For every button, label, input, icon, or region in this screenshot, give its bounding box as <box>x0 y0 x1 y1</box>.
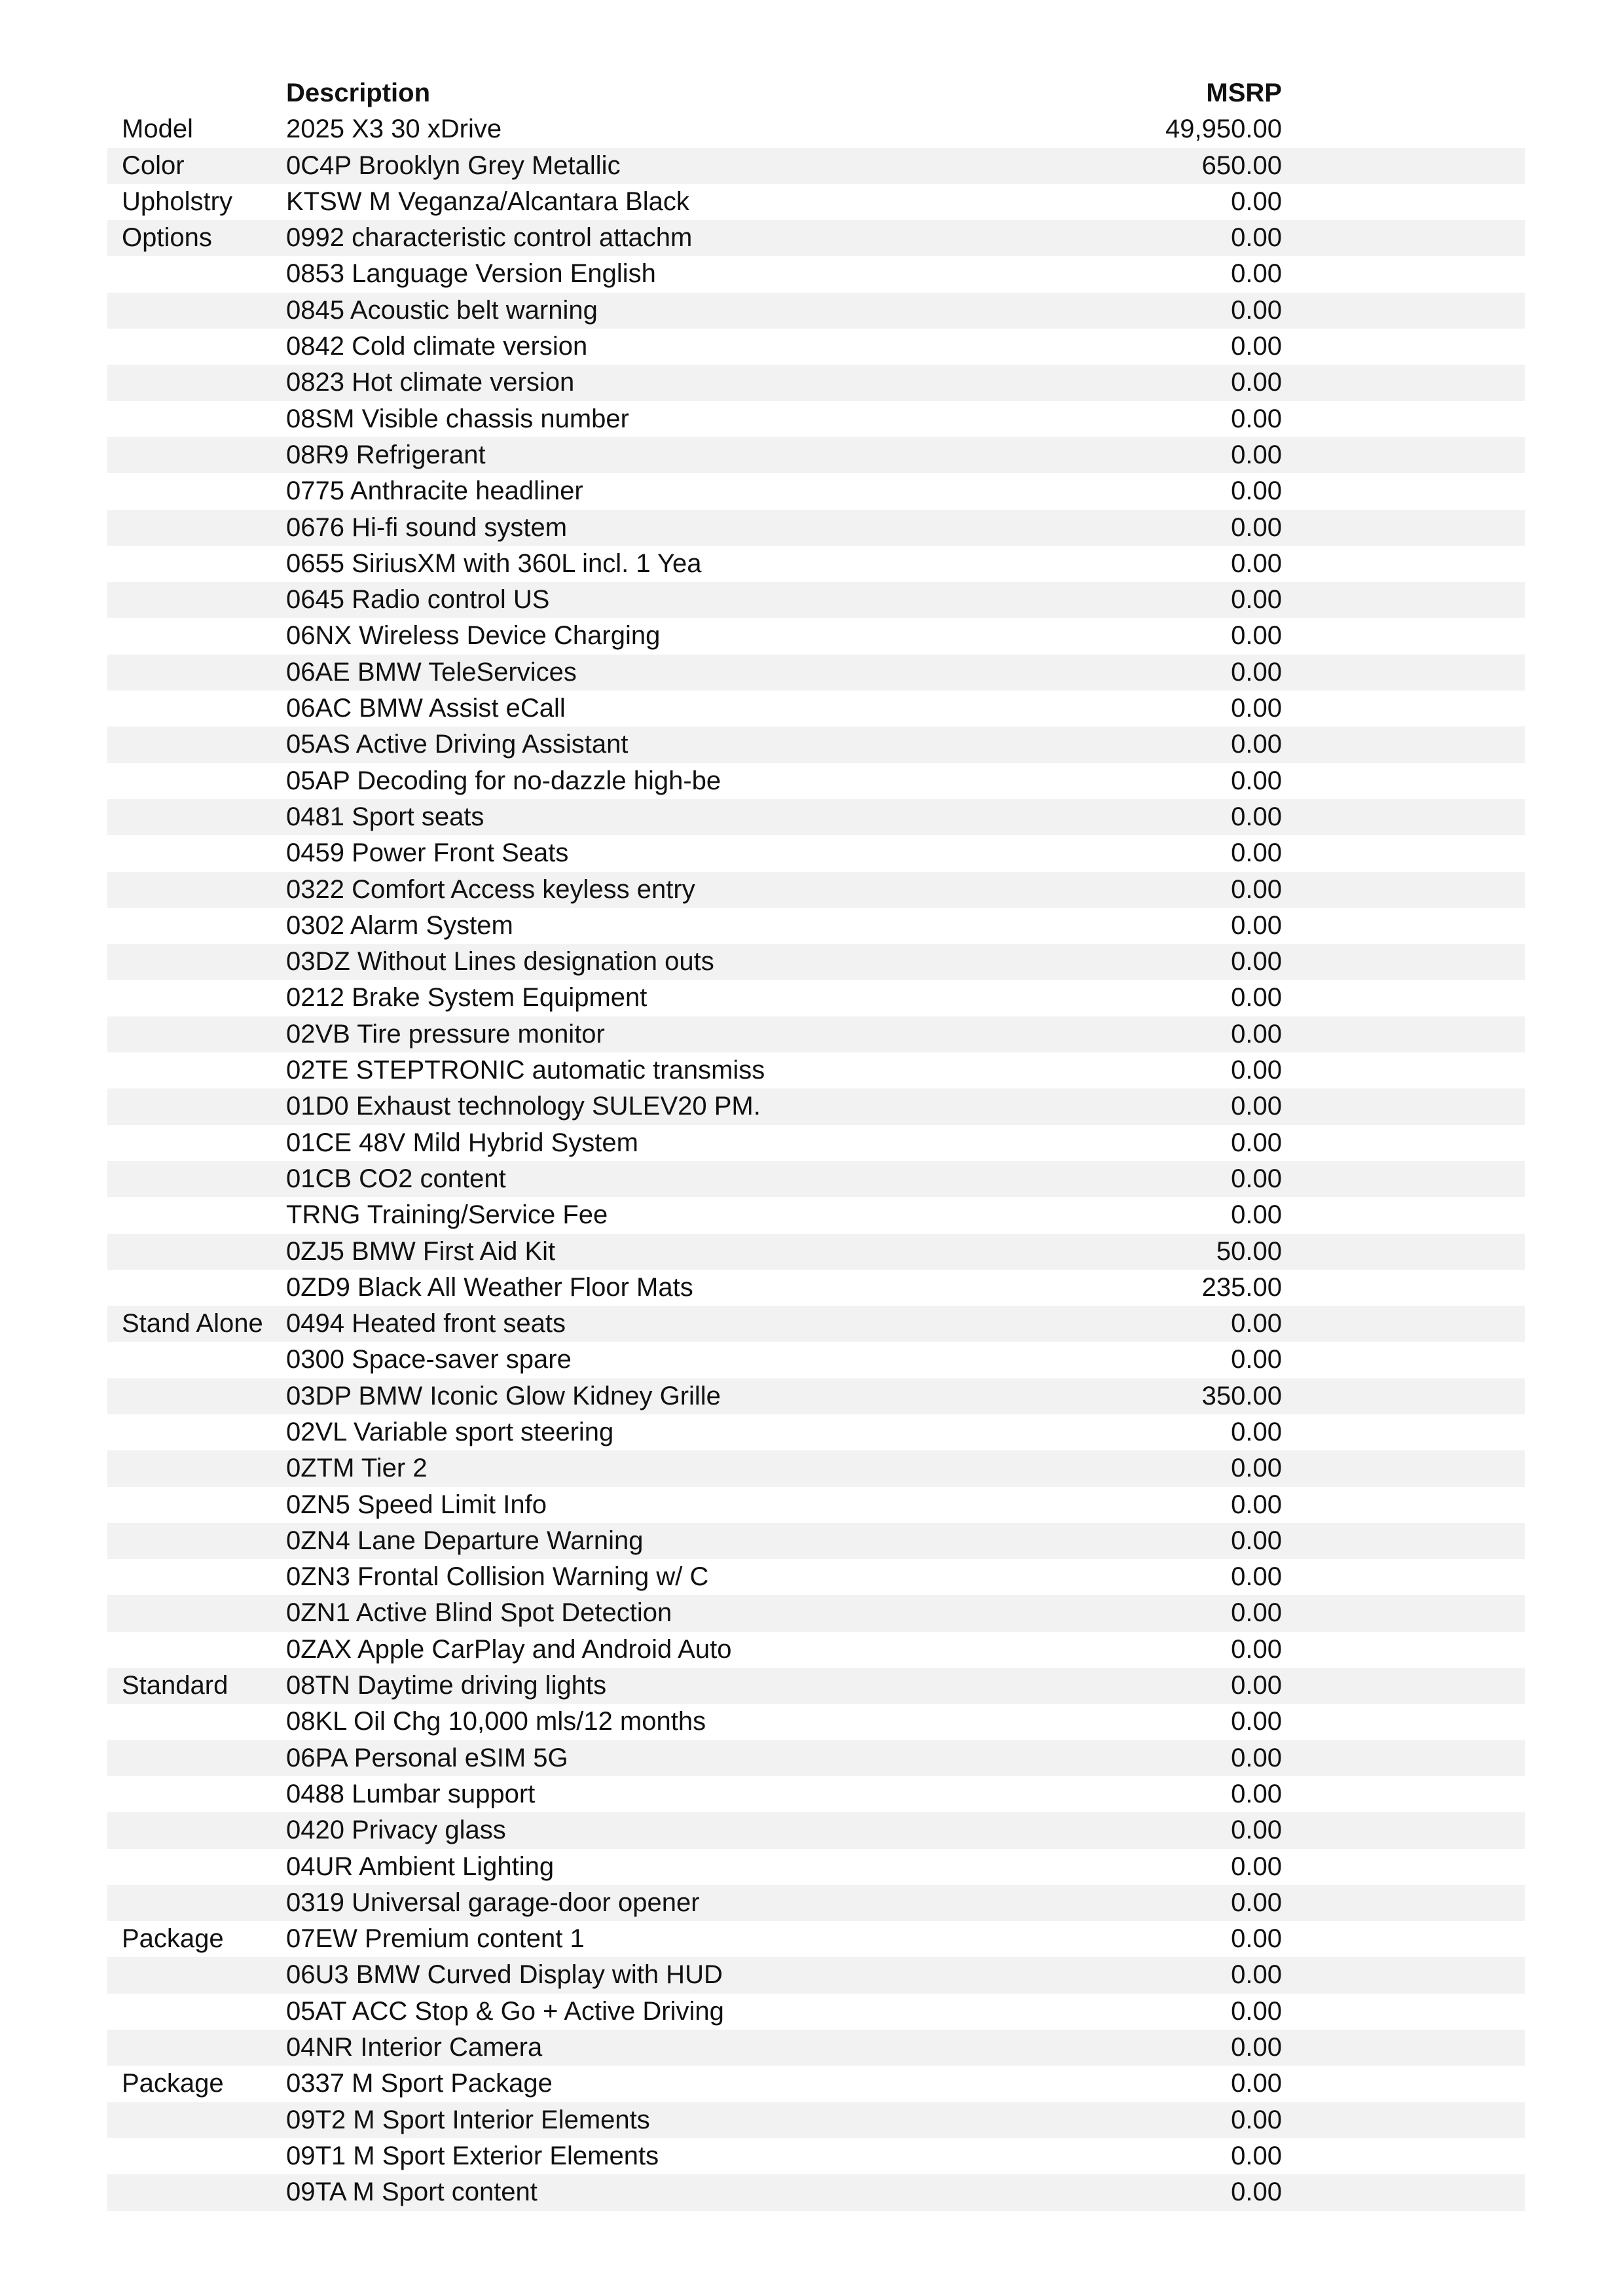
row-msrp: 0.00 <box>1231 1092 1282 1121</box>
row-msrp: 0.00 <box>1231 187 1282 216</box>
row-description: 05AS Active Driving Assistant <box>286 730 629 759</box>
row-description: 0ZTM Tier 2 <box>286 1454 428 1483</box>
row-description: 0322 Comfort Access keyless entry <box>286 874 695 904</box>
table-row <box>107 1342 1525 1378</box>
row-description: 0302 Alarm System <box>286 910 513 940</box>
row-msrp: 0.00 <box>1231 1634 1282 1664</box>
row-description: 0ZD9 Black All Weather Floor Mats <box>286 1272 693 1302</box>
table-row <box>107 1487 1525 1523</box>
table-row <box>107 2066 1525 2102</box>
table-row <box>107 1414 1525 1450</box>
row-msrp: 0.00 <box>1231 1743 1282 1772</box>
row-description: 06U3 BMW Curved Display with HUD <box>286 1960 723 1990</box>
row-msrp: 0.00 <box>1231 548 1282 578</box>
row-description: 0992 characteristic control attachm <box>286 223 693 253</box>
row-description: 05AT ACC Stop & Go + Active Driving <box>286 1996 724 2026</box>
row-description: 08SM Visible chassis number <box>286 404 629 433</box>
row-msrp: 0.00 <box>1231 2141 1282 2170</box>
row-description: 0494 Heated front seats <box>286 1309 566 1338</box>
table-row <box>107 510 1525 546</box>
table-row <box>107 329 1525 365</box>
row-description: 0823 Hot climate version <box>286 368 575 397</box>
row-description: 0775 Anthracite headliner <box>286 476 583 506</box>
row-description: 0319 Universal garage-door opener <box>286 1888 700 1917</box>
row-category: Package <box>122 1924 224 1954</box>
row-msrp: 0.00 <box>1231 983 1282 1013</box>
table-row <box>107 1740 1525 1776</box>
table-row <box>107 763 1525 799</box>
row-msrp: 0.00 <box>1231 259 1282 289</box>
row-category: Color <box>122 151 185 180</box>
table-row <box>107 2174 1525 2210</box>
row-msrp: 0.00 <box>1231 1345 1282 1374</box>
header-description: Description <box>286 79 431 107</box>
row-msrp: 0.00 <box>1231 2033 1282 2062</box>
table-row <box>107 401 1525 437</box>
table-row <box>107 1668 1525 1704</box>
table-row <box>107 1088 1525 1124</box>
row-msrp: 0.00 <box>1231 910 1282 940</box>
table-row <box>107 908 1525 944</box>
row-msrp: 0.00 <box>1231 1164 1282 1193</box>
table-row <box>107 473 1525 509</box>
row-msrp: 0.00 <box>1231 766 1282 795</box>
row-msrp: 350.00 <box>1201 1381 1282 1410</box>
row-msrp: 0.00 <box>1231 2178 1282 2207</box>
table-row <box>107 655 1525 691</box>
table-row <box>107 1234 1525 1270</box>
row-description: 0ZAX Apple CarPlay and Android Auto <box>286 1634 732 1664</box>
row-description: TRNG Training/Service Fee <box>286 1200 608 1230</box>
row-msrp: 0.00 <box>1231 838 1282 868</box>
row-description: 0459 Power Front Seats <box>286 838 569 868</box>
row-description: 03DP BMW Iconic Glow Kidney Grille <box>286 1381 721 1410</box>
row-category: Package <box>122 2069 224 2098</box>
row-description: 04UR Ambient Lighting <box>286 1852 555 1881</box>
row-msrp: 0.00 <box>1231 2105 1282 2134</box>
row-description: 09TA M Sport content <box>286 2178 538 2207</box>
table-row <box>107 835 1525 871</box>
row-description: 0655 SiriusXM with 360L incl. 1 Yea <box>286 548 702 578</box>
row-description: 06PA Personal eSIM 5G <box>286 1743 568 1772</box>
table-row <box>107 726 1525 762</box>
row-description: 0337 M Sport Package <box>286 2069 553 2098</box>
row-msrp: 0.00 <box>1231 2069 1282 2098</box>
row-msrp: 0.00 <box>1231 1490 1282 1519</box>
row-description: 2025 X3 30 xDrive <box>286 115 502 144</box>
table-row <box>107 618 1525 654</box>
table-row <box>107 148 1525 184</box>
table-row <box>107 365 1525 401</box>
row-msrp: 0.00 <box>1231 730 1282 759</box>
row-description: 06NX Wireless Device Charging <box>286 621 661 651</box>
row-msrp: 0.00 <box>1231 1960 1282 1990</box>
table-row <box>107 437 1525 473</box>
row-description: 02VB Tire pressure monitor <box>286 1019 605 1049</box>
table-row <box>107 1378 1525 1414</box>
table-row <box>107 546 1525 582</box>
table-row <box>107 1523 1525 1559</box>
table-row <box>107 293 1525 329</box>
row-description: KTSW M Veganza/Alcantara Black <box>286 187 689 216</box>
table-row <box>107 1306 1525 1342</box>
table-row <box>107 220 1525 256</box>
row-description: 0ZN3 Frontal Collision Warning w/ C <box>286 1562 709 1592</box>
table-row <box>107 691 1525 726</box>
table-row <box>107 1559 1525 1595</box>
header-msrp: MSRP <box>1206 79 1282 107</box>
row-description: 02VL Variable sport steering <box>286 1417 614 1446</box>
row-description: 0845 Acoustic belt warning <box>286 295 598 325</box>
row-description: 0C4P Brooklyn Grey Metallic <box>286 151 621 180</box>
table-row <box>107 799 1525 835</box>
row-msrp: 0.00 <box>1231 621 1282 651</box>
table-row <box>107 1595 1525 1631</box>
row-msrp: 0.00 <box>1231 1128 1282 1157</box>
row-msrp: 0.00 <box>1231 1924 1282 1954</box>
table-row <box>107 872 1525 908</box>
row-msrp: 0.00 <box>1231 947 1282 977</box>
row-description: 04NR Interior Camera <box>286 2033 543 2062</box>
row-description: 0488 Lumbar support <box>286 1779 536 1808</box>
row-description: 08KL Oil Chg 10,000 mls/12 months <box>286 1707 706 1736</box>
row-msrp: 0.00 <box>1231 1996 1282 2026</box>
row-msrp: 0.00 <box>1231 1779 1282 1808</box>
row-description: 02TE STEPTRONIC automatic transmiss <box>286 1056 765 1085</box>
row-msrp: 0.00 <box>1231 1671 1282 1700</box>
row-description: 01D0 Exhaust technology SULEV20 PM. <box>286 1092 761 1121</box>
row-msrp: 235.00 <box>1201 1272 1282 1302</box>
row-msrp: 0.00 <box>1231 874 1282 904</box>
row-msrp: 0.00 <box>1231 1816 1282 1845</box>
row-msrp: 0.00 <box>1231 368 1282 397</box>
row-msrp: 0.00 <box>1231 512 1282 542</box>
row-description: 05AP Decoding for no-dazzle high-be <box>286 766 721 795</box>
row-msrp: 0.00 <box>1231 404 1282 433</box>
table-row <box>107 1632 1525 1668</box>
row-description: 03DZ Without Lines designation outs <box>286 947 714 977</box>
row-msrp: 650.00 <box>1201 151 1282 180</box>
table-row <box>107 2138 1525 2174</box>
row-msrp: 0.00 <box>1231 1888 1282 1917</box>
row-msrp: 0.00 <box>1231 1852 1282 1881</box>
table-row <box>107 2030 1525 2066</box>
row-description: 07EW Premium content 1 <box>286 1924 585 1954</box>
row-msrp: 0.00 <box>1231 332 1282 361</box>
table-body <box>107 111 1525 2210</box>
table-row <box>107 1704 1525 1740</box>
row-msrp: 0.00 <box>1231 1562 1282 1592</box>
row-msrp: 0.00 <box>1231 223 1282 253</box>
row-description: 01CE 48V Mild Hybrid System <box>286 1128 638 1157</box>
row-category: Standard <box>122 1671 228 1700</box>
row-msrp: 50.00 <box>1216 1236 1282 1266</box>
row-msrp: 0.00 <box>1231 1200 1282 1230</box>
table-row <box>107 980 1525 1016</box>
table-row <box>107 111 1525 147</box>
row-description: 0ZJ5 BMW First Aid Kit <box>286 1236 556 1266</box>
row-msrp: 0.00 <box>1231 1019 1282 1049</box>
row-description: 09T1 M Sport Exterior Elements <box>286 2141 659 2170</box>
table-row <box>107 184 1525 220</box>
table-row <box>107 1849 1525 1885</box>
row-description: 08R9 Refrigerant <box>286 440 486 469</box>
row-msrp: 0.00 <box>1231 585 1282 615</box>
table-header-row <box>107 75 1525 111</box>
row-description: 09T2 M Sport Interior Elements <box>286 2105 650 2134</box>
row-msrp: 0.00 <box>1231 1454 1282 1483</box>
row-description: 01CB CO2 content <box>286 1164 506 1193</box>
table-row <box>107 1957 1525 1993</box>
row-description: 0842 Cold climate version <box>286 332 588 361</box>
table-row <box>107 1125 1525 1161</box>
row-description: 0300 Space-saver spare <box>286 1345 572 1374</box>
table-row <box>107 256 1525 292</box>
row-description: 0676 Hi-fi sound system <box>286 512 568 542</box>
row-description: 0420 Privacy glass <box>286 1816 506 1845</box>
row-msrp: 0.00 <box>1231 476 1282 506</box>
row-description: 08TN Daytime driving lights <box>286 1671 607 1700</box>
row-description: 06AC BMW Assist eCall <box>286 694 566 723</box>
row-msrp: 0.00 <box>1231 1707 1282 1736</box>
row-description: 0645 Radio control US <box>286 585 550 615</box>
row-category: Upholstry <box>122 187 232 216</box>
table-row <box>107 1161 1525 1197</box>
row-category: Stand Alone <box>122 1309 263 1338</box>
row-category: Model <box>122 115 193 144</box>
row-msrp: 0.00 <box>1231 802 1282 831</box>
row-description: 0ZN4 Lane Departure Warning <box>286 1526 644 1555</box>
table-row <box>107 1994 1525 2030</box>
row-msrp: 0.00 <box>1231 440 1282 469</box>
price-sheet-table <box>107 75 1525 2211</box>
table-row <box>107 1921 1525 1957</box>
table-row <box>107 2102 1525 2138</box>
row-description: 06AE BMW TeleServices <box>286 657 577 687</box>
row-description: 0ZN5 Speed Limit Info <box>286 1490 547 1519</box>
row-description: 0481 Sport seats <box>286 802 484 831</box>
table-row <box>107 1016 1525 1052</box>
row-msrp: 0.00 <box>1231 1056 1282 1085</box>
row-msrp: 0.00 <box>1231 295 1282 325</box>
row-description: 0212 Brake System Equipment <box>286 983 647 1013</box>
row-description: 0853 Language Version English <box>286 259 656 289</box>
row-msrp: 49,950.00 <box>1165 115 1282 144</box>
row-msrp: 0.00 <box>1231 694 1282 723</box>
table-row <box>107 582 1525 618</box>
table-row <box>107 1812 1525 1848</box>
row-description: 0ZN1 Active Blind Spot Detection <box>286 1598 672 1628</box>
row-msrp: 0.00 <box>1231 1598 1282 1628</box>
table-row <box>107 1197 1525 1233</box>
table-row <box>107 944 1525 980</box>
row-category: Options <box>122 223 212 253</box>
table-row <box>107 1270 1525 1306</box>
row-msrp: 0.00 <box>1231 1309 1282 1338</box>
table-row <box>107 1885 1525 1921</box>
row-msrp: 0.00 <box>1231 1526 1282 1555</box>
row-msrp: 0.00 <box>1231 1417 1282 1446</box>
table-row <box>107 1052 1525 1088</box>
table-row <box>107 1450 1525 1486</box>
table-row <box>107 1776 1525 1812</box>
row-msrp: 0.00 <box>1231 657 1282 687</box>
